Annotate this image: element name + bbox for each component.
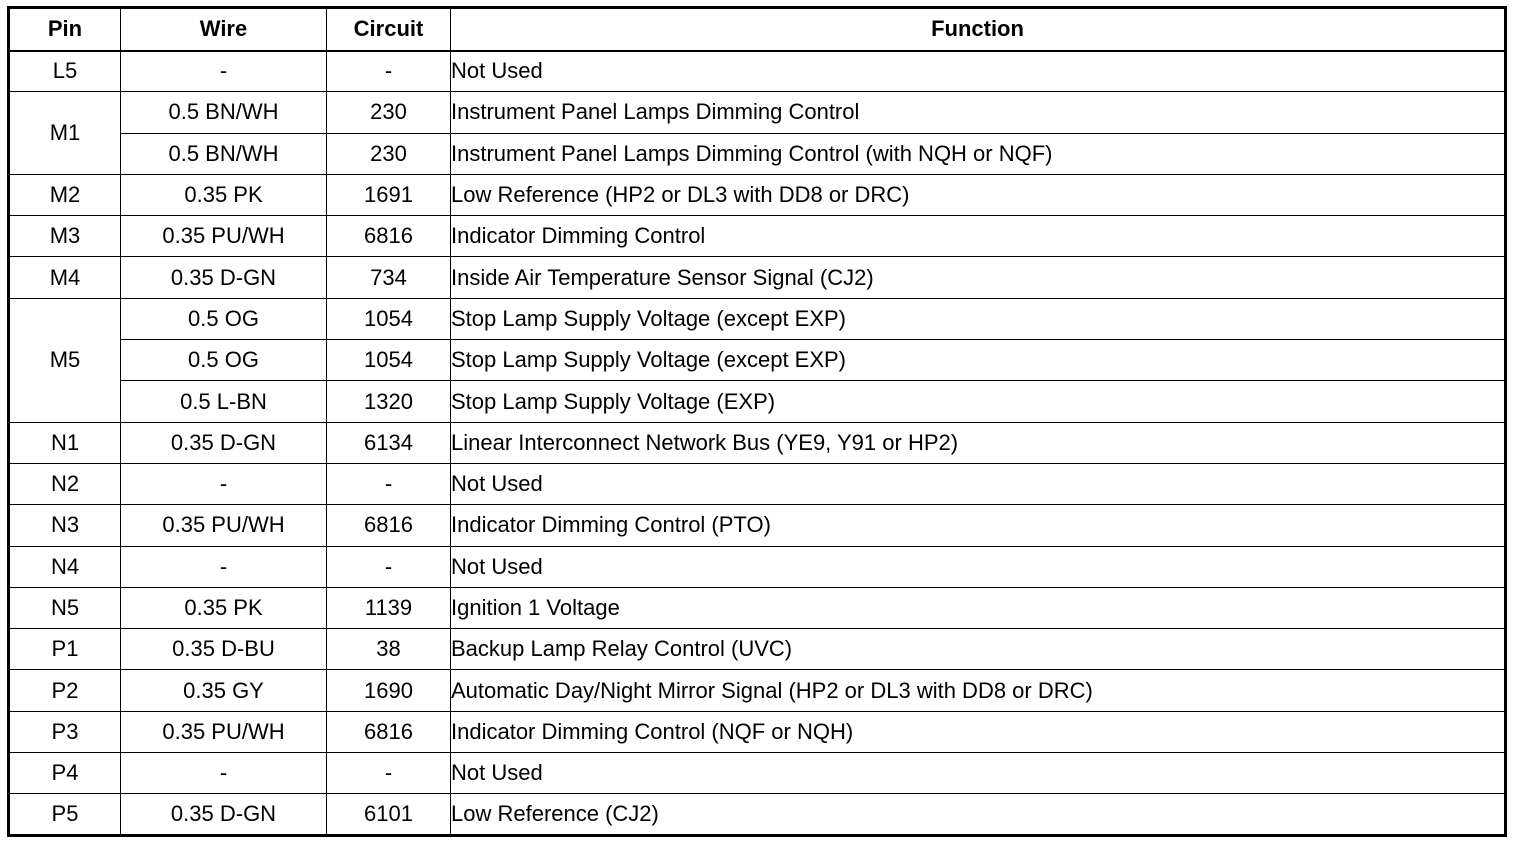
function-cell: Indicator Dimming Control (PTO) xyxy=(451,505,1506,546)
table-row xyxy=(9,753,1506,794)
circuit-cell: 6134 xyxy=(327,422,451,463)
function-cell: Backup Lamp Relay Control (UVC) xyxy=(451,629,1506,670)
function-cell: Not Used xyxy=(451,463,1506,504)
pin-cell: N2 xyxy=(9,463,121,504)
circuit-cell: 230 xyxy=(327,92,451,133)
header-circuit: Circuit xyxy=(327,8,451,51)
wire-cell: - xyxy=(121,753,327,794)
pin-cell: P5 xyxy=(9,794,121,835)
header-function: Function xyxy=(451,8,1506,51)
pin-cell: M5 xyxy=(9,298,121,422)
table-row xyxy=(9,711,1506,752)
pin-cell: P4 xyxy=(9,753,121,794)
table-body xyxy=(9,51,1506,836)
table-row xyxy=(9,133,1506,174)
header-wire: Wire xyxy=(121,8,327,51)
wire-cell: 0.35 D-BU xyxy=(121,629,327,670)
wire-cell: 0.5 OG xyxy=(121,298,327,339)
circuit-cell: 1691 xyxy=(327,174,451,215)
function-cell: Indicator Dimming Control xyxy=(451,216,1506,257)
circuit-cell: 1320 xyxy=(327,381,451,422)
pin-cell: L5 xyxy=(9,51,121,92)
wire-cell: 0.35 D-GN xyxy=(121,422,327,463)
wire-cell: 0.35 PK xyxy=(121,587,327,628)
wire-cell: - xyxy=(121,51,327,92)
circuit-cell: 38 xyxy=(327,629,451,670)
function-cell: Not Used xyxy=(451,546,1506,587)
pin-cell: N3 xyxy=(9,505,121,546)
circuit-cell: - xyxy=(327,463,451,504)
header-pin: Pin xyxy=(9,8,121,51)
table-row xyxy=(9,794,1506,835)
function-cell: Automatic Day/Night Mirror Signal (HP2 or DL3 with DD8 or DRC) xyxy=(451,670,1506,711)
circuit-cell: 6816 xyxy=(327,216,451,257)
circuit-cell: 1054 xyxy=(327,298,451,339)
function-cell: Stop Lamp Supply Voltage (except EXP) xyxy=(451,298,1506,339)
pin-cell: P3 xyxy=(9,711,121,752)
wire-cell: - xyxy=(121,463,327,504)
wire-cell: 0.35 GY xyxy=(121,670,327,711)
function-cell: Instrument Panel Lamps Dimming Control xyxy=(451,92,1506,133)
pin-cell: N4 xyxy=(9,546,121,587)
table-row xyxy=(9,422,1506,463)
table-row xyxy=(9,463,1506,504)
table-row xyxy=(9,587,1506,628)
circuit-cell: 230 xyxy=(327,133,451,174)
circuit-cell: - xyxy=(327,51,451,92)
function-cell: Instrument Panel Lamps Dimming Control (with NQH or NQF) xyxy=(451,133,1506,174)
wire-cell: 0.5 BN/WH xyxy=(121,133,327,174)
pin-cell: M3 xyxy=(9,216,121,257)
circuit-cell: 1139 xyxy=(327,587,451,628)
pin-cell: N1 xyxy=(9,422,121,463)
wire-cell: 0.35 PU/WH xyxy=(121,216,327,257)
table-row xyxy=(9,629,1506,670)
pin-cell: M4 xyxy=(9,257,121,298)
circuit-cell: 1690 xyxy=(327,670,451,711)
table-header xyxy=(9,8,1506,51)
wire-cell: 0.35 D-GN xyxy=(121,257,327,298)
header-row xyxy=(9,8,1506,51)
pin-cell: M1 xyxy=(9,92,121,175)
table-row xyxy=(9,92,1506,133)
table-row xyxy=(9,546,1506,587)
wire-cell: 0.35 PU/WH xyxy=(121,505,327,546)
function-cell: Not Used xyxy=(451,753,1506,794)
circuit-cell: 734 xyxy=(327,257,451,298)
table-row xyxy=(9,298,1506,339)
circuit-cell: 1054 xyxy=(327,340,451,381)
wire-cell: 0.5 OG xyxy=(121,340,327,381)
pin-cell: N5 xyxy=(9,587,121,628)
wire-cell: 0.35 PK xyxy=(121,174,327,215)
pin-cell: M2 xyxy=(9,174,121,215)
table-row xyxy=(9,216,1506,257)
circuit-cell: 6816 xyxy=(327,505,451,546)
function-cell: Indicator Dimming Control (NQF or NQH) xyxy=(451,711,1506,752)
function-cell: Linear Interconnect Network Bus (YE9, Y91 or HP2) xyxy=(451,422,1506,463)
circuit-cell: - xyxy=(327,753,451,794)
pin-cell: P1 xyxy=(9,629,121,670)
function-cell: Stop Lamp Supply Voltage (except EXP) xyxy=(451,340,1506,381)
wire-cell: 0.35 PU/WH xyxy=(121,711,327,752)
table-row xyxy=(9,670,1506,711)
table-row xyxy=(9,340,1506,381)
wire-cell: 0.5 BN/WH xyxy=(121,92,327,133)
table-row xyxy=(9,257,1506,298)
function-cell: Stop Lamp Supply Voltage (EXP) xyxy=(451,381,1506,422)
table-row xyxy=(9,381,1506,422)
function-cell: Not Used xyxy=(451,51,1506,92)
function-cell: Inside Air Temperature Sensor Signal (CJ2) xyxy=(451,257,1506,298)
function-cell: Ignition 1 Voltage xyxy=(451,587,1506,628)
circuit-cell: 6101 xyxy=(327,794,451,835)
table-row xyxy=(9,505,1506,546)
table-row xyxy=(9,174,1506,215)
wire-cell: - xyxy=(121,546,327,587)
function-cell: Low Reference (HP2 or DL3 with DD8 or DRC) xyxy=(451,174,1506,215)
function-cell: Low Reference (CJ2) xyxy=(451,794,1506,835)
circuit-cell: - xyxy=(327,546,451,587)
circuit-cell: 6816 xyxy=(327,711,451,752)
table-row xyxy=(9,51,1506,92)
pin-cell: P2 xyxy=(9,670,121,711)
connector-pinout-table xyxy=(7,6,1507,837)
wire-cell: 0.35 D-GN xyxy=(121,794,327,835)
wire-cell: 0.5 L-BN xyxy=(121,381,327,422)
